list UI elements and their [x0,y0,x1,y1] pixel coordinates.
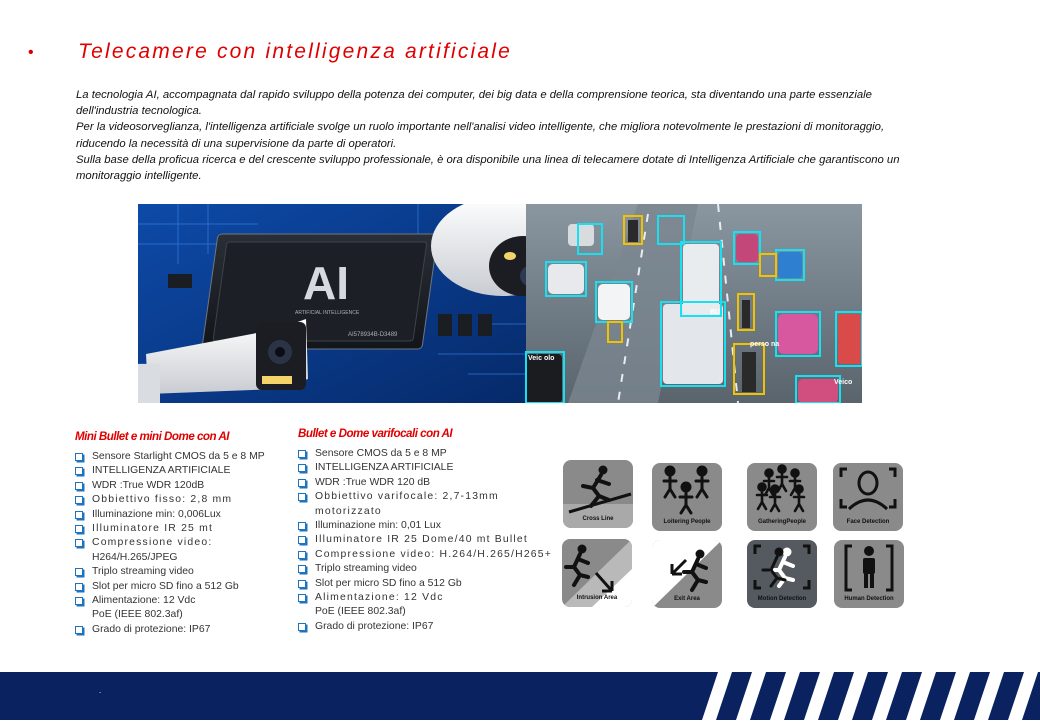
tile-caption: Motion Detection [757,596,807,602]
list-item: Illuminatore IR 25 mt [75,522,265,536]
list-item: Illuminazione min: 0,006Lux [75,508,265,522]
checkbox-bullet-icon [298,565,306,573]
checkbox-bullet-icon [298,522,306,530]
title-bullet: • [28,44,34,61]
hero-image [138,204,862,403]
intro-paragraph-3: Sulla base della proficua ricerca e del crescente sviluppo professionale, è ora disponibile una linea di telecamere dotate di Intelligenza Artificiale che garantiscono un monitoraggio intelligente. [76,153,900,183]
tile-intrusion-area [562,539,632,607]
page-title: Telecamere con intelligenza artificiale [78,40,513,63]
column-title-mini: Mini Bullet e mini Dome con AI [75,430,229,443]
chip-small-text: ARTIFICIAL INTELLIGENCE [295,310,360,316]
tile-caption: Human Detection [844,596,894,602]
list-item: Illuminazione min: 0,01 Lux [298,519,552,533]
list-item: Sensore CMOS da 5 e 8 MP [298,447,552,461]
tile-gathering-people [747,463,817,531]
list-item: Sensore Starlight CMOS da 5 e 8 MP [75,450,265,464]
tile-caption: Face Detection [846,519,890,525]
tile-human-detection [834,540,904,608]
column-title-varifocal: Bullet e Dome varifocali con AI [298,427,453,440]
feature-list-varifocal [298,447,552,634]
checkbox-bullet-icon [75,467,83,475]
checkbox-bullet-icon [75,568,83,576]
tile-caption: Exit Area [674,596,700,602]
intro-paragraph-1: La tecnologia AI, accompagnata dal rapido sviluppo della potenza dei computer, dei big data e della comprensione teorica, sta diventando una parte essenziale dell'industria tecnologica. [76,89,872,118]
list-item: Obbiettivo fisso: 2,8 mm [75,493,265,507]
list-item: Triplo streaming video [75,565,265,579]
checkbox-bullet-icon [298,623,306,631]
hero-label-bus: BU [710,309,721,316]
checkbox-bullet-icon [75,453,83,461]
checkbox-bullet-icon [298,580,306,588]
tile-face-detection [833,463,903,531]
tile-caption: Loitering People [663,519,711,525]
checkbox-bullet-icon [75,539,83,547]
tile-cross-line [563,460,633,528]
list-item: INTELLIGENZA ARTIFICIALE [298,461,552,475]
checkbox-bullet-icon [75,496,83,504]
tile-caption: Cross Line [582,516,614,522]
product-column-varifocal [298,427,552,634]
list-item: Compressione video: H264/H.265/JPEG [75,536,265,565]
checkbox-bullet-icon [75,626,83,634]
hero-label-veico: Veico [834,379,853,386]
list-item: Slot per micro SD fino a 512 Gb [75,580,265,594]
list-item: Illuminatore IR 25 Dome/40 mt Bullet [298,533,552,547]
footer-band [0,672,1040,720]
list-item: WDR :True WDR 120dB [75,479,265,493]
checkbox-bullet-icon [75,597,83,605]
list-item: Obbiettivo varifocale: 2,7-13mm motorizzato [298,490,552,519]
tile-caption: Intrusion Area [576,595,618,601]
intro-text [76,87,916,184]
hero-label-veicolo: Veic olo [528,355,555,362]
list-item: Triplo streaming video [298,562,552,576]
checkbox-bullet-icon [298,536,306,544]
list-item: Alimentazione: 12 Vdc PoE (IEEE 802.3af) [75,594,265,623]
intro-paragraph-2: Per la videosorveglianza, l'intelligenza artificiale svolge un ruolo importante nell'analisi video intelligente, che migliora notevolmente le prestazioni di monitoraggio, riducendo la necessità di una supervisione da parte di operatori. [76,121,885,150]
checkbox-bullet-icon [298,464,306,472]
list-item: Grado di protezione: IP67 [298,620,552,634]
tile-exit-area [652,540,722,608]
feature-list-mini [75,450,265,637]
checkbox-bullet-icon [298,450,306,458]
tile-loitering-people [652,463,722,531]
tile-motion-detection [747,540,817,608]
list-item: Alimentazione: 12 Vdc PoE (IEEE 802.3af) [298,591,552,620]
chip-ai-text: AI [303,257,349,309]
list-item: Slot per micro SD fino a 512 Gb [298,577,552,591]
list-item: Grado di protezione: IP67 [75,623,265,637]
footer-dot: . [99,686,102,695]
list-item: WDR :True WDR 120 dB [298,476,552,490]
checkbox-bullet-icon [298,479,306,487]
checkbox-bullet-icon [298,594,306,602]
checkbox-bullet-icon [75,482,83,490]
checkbox-bullet-icon [75,511,83,519]
tile-caption: GatheringPeople [757,519,806,525]
list-item: INTELLIGENZA ARTIFICIALE [75,464,265,478]
hero-label-persona: perso na [750,341,780,348]
product-column-mini [75,430,265,637]
checkbox-bullet-icon [298,551,306,559]
chip-code-text: AI578934B-D3489 [348,332,398,338]
checkbox-bullet-icon [298,493,306,501]
list-item: Compressione video: H.264/H.265/H265+ [298,548,552,562]
checkbox-bullet-icon [75,525,83,533]
checkbox-bullet-icon [75,583,83,591]
